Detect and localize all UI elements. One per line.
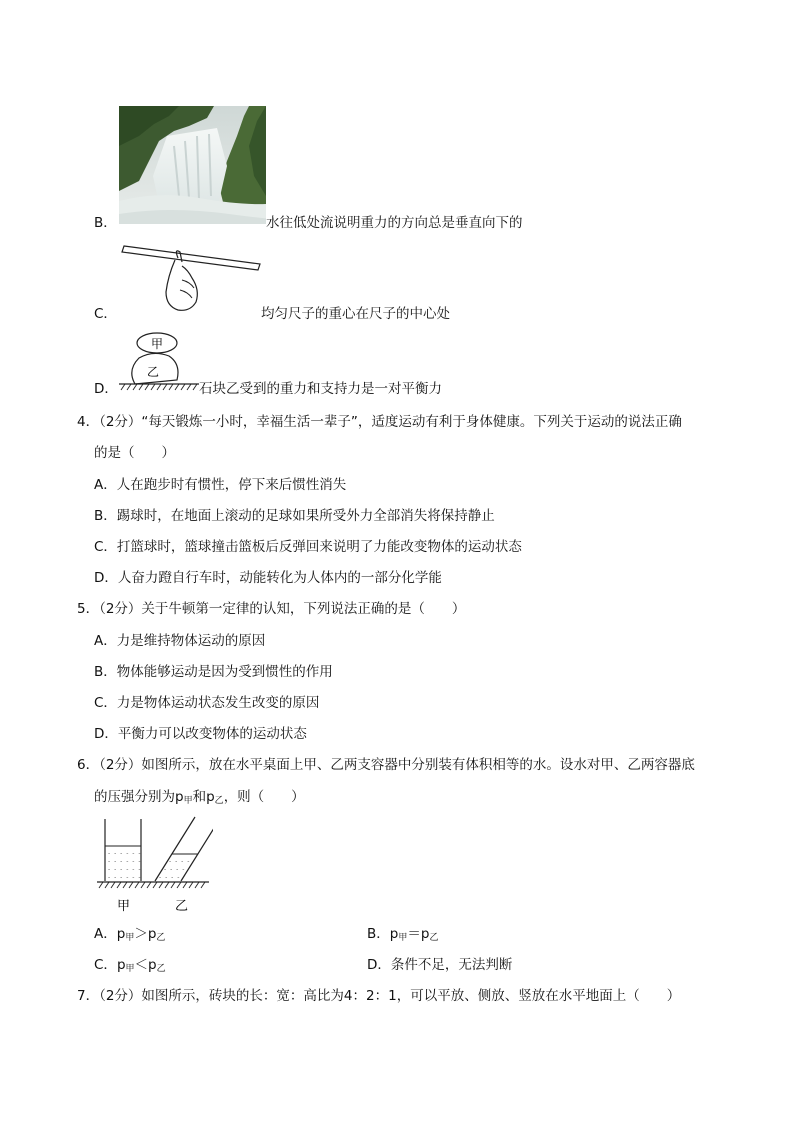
subscript-yi: 乙 bbox=[214, 796, 224, 806]
option-letter: C． bbox=[94, 957, 117, 973]
q4-stem-line2: 的是（ ） bbox=[94, 445, 175, 461]
pressure-symbol: p bbox=[147, 926, 157, 942]
pressure-symbol: p bbox=[116, 957, 126, 973]
pressure-symbol: p bbox=[206, 789, 215, 805]
pressure-symbol: p bbox=[175, 789, 184, 805]
q4-option-b: B．踢球时，在地面上滚动的足球如果所受外力全部消失将保持静止 bbox=[94, 508, 495, 524]
q3-option-b bbox=[94, 214, 117, 232]
ruler-finger-figure bbox=[120, 240, 262, 320]
q3-option-d-letter: D． bbox=[94, 381, 118, 397]
q3-option-c-letter: C． bbox=[94, 306, 117, 322]
q5-option-d: D．平衡力可以改变物体的运动状态 bbox=[94, 726, 307, 742]
relation-symbol: ＞ bbox=[134, 926, 148, 942]
q6-option-b bbox=[367, 925, 438, 947]
q5-option-a: A．力是维持物体运动的原因 bbox=[94, 633, 266, 649]
stone-jia-label: 甲 bbox=[151, 337, 164, 351]
q6-option-c bbox=[94, 956, 166, 978]
option-letter: A． bbox=[94, 926, 117, 942]
stones-figure bbox=[117, 330, 201, 392]
relation-symbol: ＜ bbox=[134, 957, 149, 973]
pressure-symbol: p bbox=[389, 926, 399, 942]
svg-text:- - - - - -: - - - - - - bbox=[108, 866, 142, 873]
svg-text:- - - - - -: - - - - - - bbox=[108, 850, 142, 857]
q3-option-c-text: 均匀尺子的重心在尺子的中心处 bbox=[261, 306, 450, 322]
subscript-yi: 乙 bbox=[429, 933, 439, 943]
subscript-yi: 乙 bbox=[156, 964, 166, 974]
q6-stem-line1: 6．（2分）如图所示，放在水平桌面上甲、乙两支容器中分别装有体积相等的水。设水对甲、乙两容器底 bbox=[77, 757, 695, 773]
q6-option-a bbox=[94, 925, 165, 947]
q6-stem-prefix: 的压强分别为 bbox=[94, 789, 175, 805]
subscript-jia: 甲 bbox=[125, 933, 135, 943]
subscript-jia: 甲 bbox=[183, 796, 193, 806]
q6-stem-line2 bbox=[94, 788, 305, 810]
q3-option-d-text: 石块乙受到的重力和支持力是一对平衡力 bbox=[199, 381, 442, 397]
relation-symbol: ＝ bbox=[407, 926, 421, 942]
containers-figure bbox=[95, 815, 213, 915]
q5-option-b: B．物体能够运动是因为受到惯性的作用 bbox=[94, 664, 333, 680]
q3-option-b-text: 水往低处流说明重力的方向总是垂直向下的 bbox=[266, 215, 523, 231]
q4-stem-line1: 4．（2分）“每天锻炼一小时，幸福生活一辈子”，适度运动有利于身体健康。下列关于运动的说法正确 bbox=[77, 414, 682, 430]
pressure-symbol: p bbox=[420, 926, 430, 942]
q4-option-c: C．打篮球时，篮球撞击篮板后反弹回来说明了力能改变物体的运动状态 bbox=[94, 539, 522, 555]
q5-option-c: C．力是物体运动状态发生改变的原因 bbox=[94, 695, 320, 711]
q4-option-d: D．人奋力蹬自行车时，动能转化为人体内的一部分化学能 bbox=[94, 570, 442, 586]
svg-text:- - - - - -: - - - - - - bbox=[108, 858, 142, 865]
stone-yi-label: 乙 bbox=[147, 365, 160, 379]
pressure-symbol: p bbox=[148, 957, 157, 973]
container-yi-label: 乙 bbox=[175, 899, 189, 914]
q4-option-a: A．人在跑步时有惯性，停下来后惯性消失 bbox=[94, 477, 347, 493]
container-jia-label: 甲 bbox=[117, 899, 131, 914]
q5-stem: 5．（2分）关于牛顿第一定律的认知，下列说法正确的是（ ） bbox=[77, 601, 466, 617]
q6-stem-and: 和 bbox=[192, 789, 207, 805]
svg-text:- - - -: - - - - bbox=[164, 866, 186, 873]
q7-stem: 7．（2分）如图所示，砖块的长：宽：高比为4：2：1，可以平放、侧放、竖放在水平地面上（ ） bbox=[77, 988, 681, 1004]
subscript-yi: 乙 bbox=[156, 933, 166, 943]
subscript-jia: 甲 bbox=[125, 964, 135, 974]
svg-text:- - - -: - - - - bbox=[159, 874, 181, 881]
svg-text:- - - - - -: - - - - - - bbox=[108, 874, 142, 881]
subscript-jia: 甲 bbox=[398, 933, 408, 943]
q6-stem-suffix: ，则（ ） bbox=[223, 789, 305, 805]
pressure-symbol: p bbox=[116, 926, 126, 942]
svg-text:- - - -: - - - - bbox=[169, 858, 191, 865]
waterfall-photo bbox=[119, 106, 266, 224]
option-letter: B． bbox=[367, 926, 390, 942]
q6-option-d: D．条件不足，无法判断 bbox=[367, 957, 513, 973]
option-letter: B． bbox=[94, 215, 117, 231]
